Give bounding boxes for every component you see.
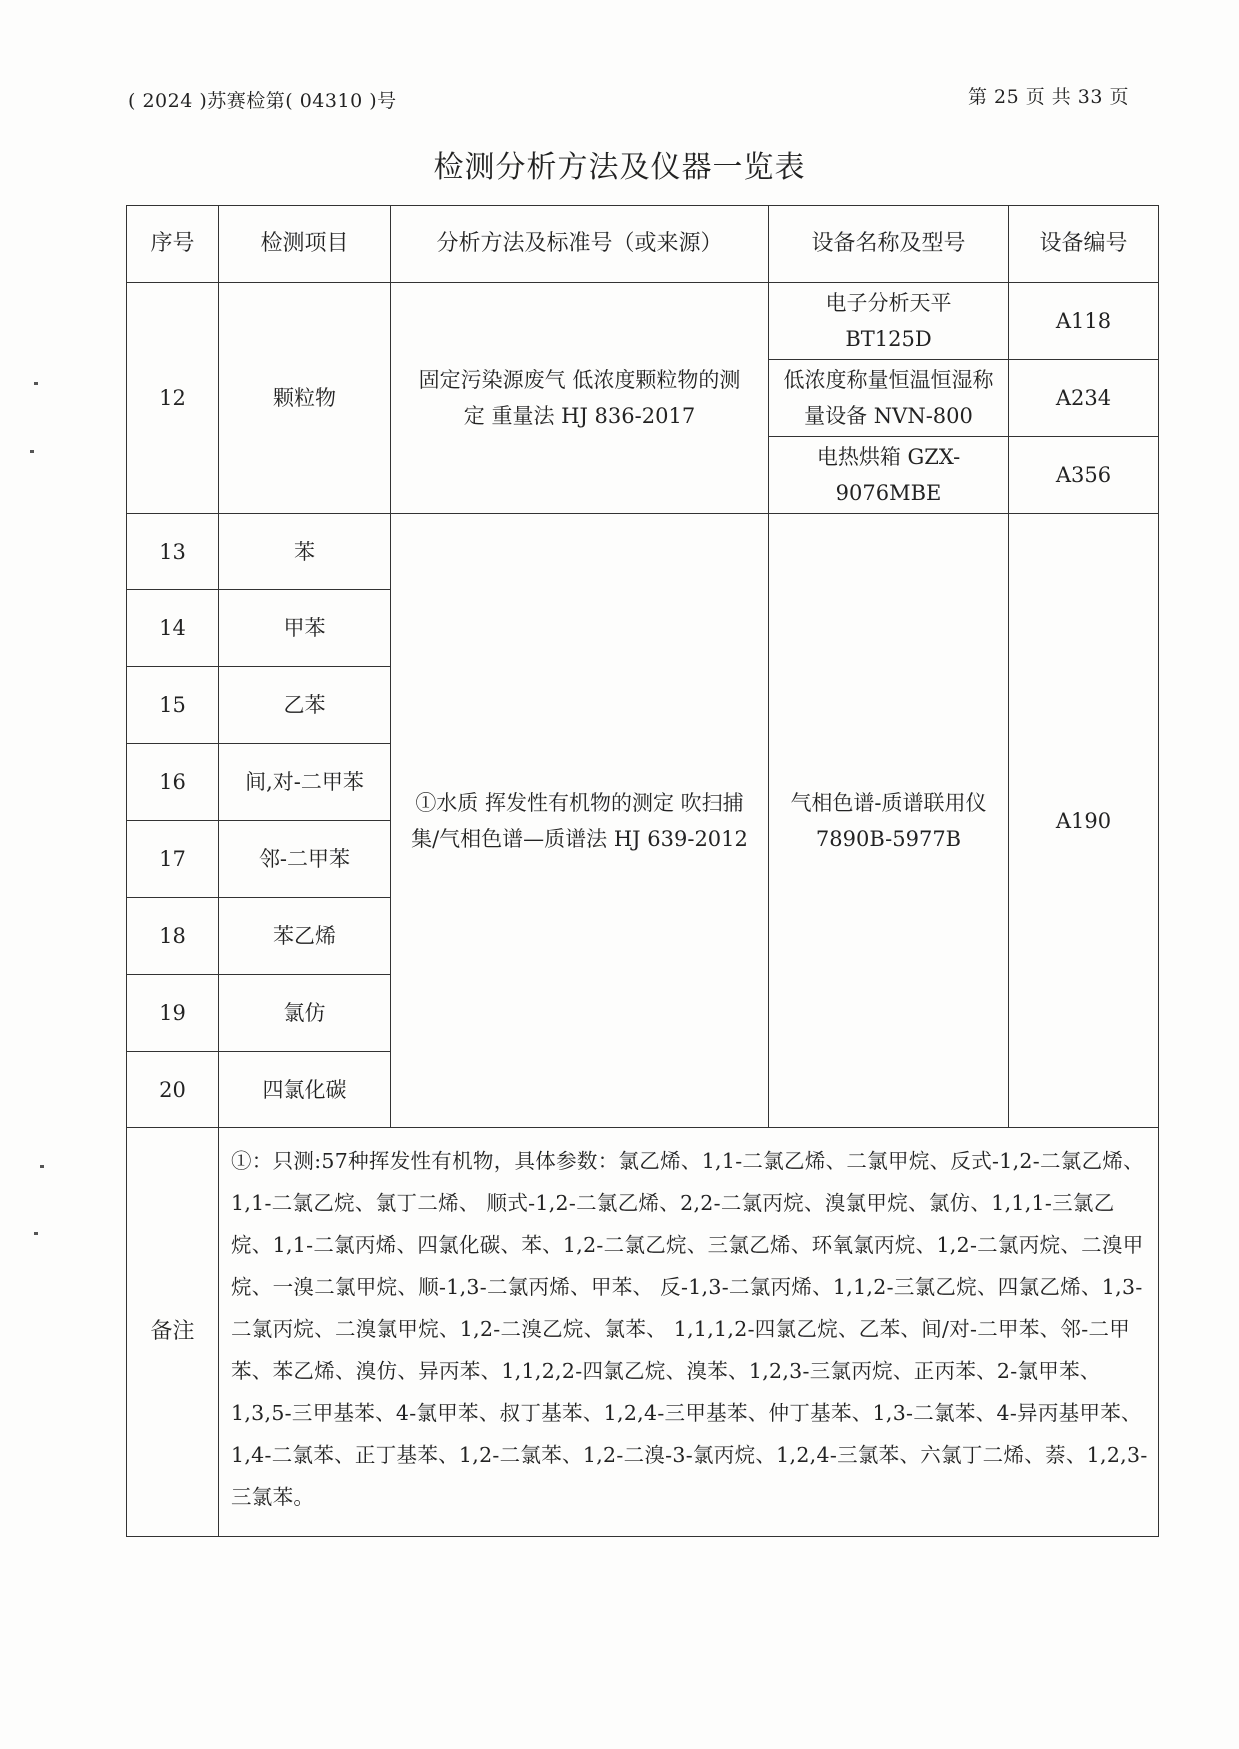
row-item: 甲苯 xyxy=(219,590,391,667)
row-no: 20 xyxy=(127,1052,219,1128)
row-no: 16 xyxy=(127,744,219,821)
equipment-name: 气相色谱-质谱联用仪 7890B-5977B xyxy=(769,514,1009,1128)
row-no: 13 xyxy=(127,514,219,590)
equipment-id: A234 xyxy=(1009,360,1159,437)
row-item: 邻-二甲苯 xyxy=(219,821,391,898)
report-number: ( 2024 )苏赛检第( 04310 )号 xyxy=(128,90,397,112)
col-header-no: 序号 xyxy=(127,206,219,283)
col-header-equipment: 设备名称及型号 xyxy=(769,206,1009,283)
row-item: 颗粒物 xyxy=(219,283,391,514)
col-header-item: 检测项目 xyxy=(219,206,391,283)
methods-table xyxy=(126,205,1159,1537)
row-item: 苯乙烯 xyxy=(219,898,391,975)
table-header-row xyxy=(127,206,1159,283)
row-no: 12 xyxy=(127,283,219,514)
equipment-id: A190 xyxy=(1009,514,1159,1128)
scan-speck xyxy=(40,1165,44,1168)
table-row xyxy=(127,283,1159,360)
row-no: 19 xyxy=(127,975,219,1052)
equipment-id: A118 xyxy=(1009,283,1159,360)
row-item: 苯 xyxy=(219,514,391,590)
equipment-name: 低浓度称量恒温恒湿称量设备 NVN-800 xyxy=(769,360,1009,437)
row-item: 四氯化碳 xyxy=(219,1052,391,1128)
row-no: 17 xyxy=(127,821,219,898)
row-method: 固定污染源废气 低浓度颗粒物的测定 重量法 HJ 836-2017 xyxy=(391,283,769,514)
row-no: 15 xyxy=(127,667,219,744)
scan-speck xyxy=(34,382,38,385)
row-item: 氯仿 xyxy=(219,975,391,1052)
remark-text: ①：只测:57种挥发性有机物，具体参数：氯乙烯、1,1-二氯乙烯、二氯甲烷、反式-1,2-二氯乙烯、1,1-二氯乙烷、氯丁二烯、 顺式-1,2-二氯乙烯、2,2-二氯丙烷、溴氯甲烷、氯仿、1,1,1-三氯乙烷、1,1-二氯丙烯、四氯化碳、苯、1,2-二氯乙烷、三氯乙烯、环氧氯丙烷、1,2-二氯丙烷、二溴甲烷、一溴二氯甲烷、顺-1,3-二氯丙烯、甲苯、 反-1,3-二氯丙烯、1,1,2-三氯乙烷、四氯乙烯、1,3-二氯丙烷、二溴氯甲烷、1,2-二溴乙烷、氯苯、 1,1,1,2-四氯乙烷、乙苯、间/对-二甲苯、邻-二甲苯、苯乙烯、溴仿、异丙苯、1,1,2,2-四氯乙烷、溴苯、1,2,3-三氯丙烷、正丙苯、2-氯甲苯、1,3,5-三甲基苯、4-氯甲苯、叔丁基苯、1,2,4-三甲基苯、仲丁基苯、1,3-二氯苯、4-异丙基甲苯、1,4-二氯苯、正丁基苯、1,2-二氯苯、1,2-二溴-3-氯丙烷、1,2,4-三氯苯、六氯丁二烯、萘、1,2,3-三氯苯。 xyxy=(219,1128,1159,1537)
equipment-id: A356 xyxy=(1009,437,1159,514)
page-title: 检测分析方法及仪器一览表 xyxy=(433,150,806,185)
row-no: 18 xyxy=(127,898,219,975)
col-header-method: 分析方法及标准号（或来源） xyxy=(391,206,769,283)
equipment-name: 电热烘箱 GZX-9076MBE xyxy=(769,437,1009,514)
page-indicator: 第 25 页 共 33 页 xyxy=(967,86,1129,108)
col-header-equipment-id: 设备编号 xyxy=(1009,206,1159,283)
row-no: 14 xyxy=(127,590,219,667)
remark-label: 备注 xyxy=(127,1128,219,1537)
table-row xyxy=(127,514,1159,590)
scan-speck xyxy=(30,450,34,453)
scan-speck xyxy=(34,1232,38,1235)
row-item: 间,对-二甲苯 xyxy=(219,744,391,821)
equipment-name: 电子分析天平 BT125D xyxy=(769,283,1009,360)
row-method: ①水质 挥发性有机物的测定 吹扫捕集/气相色谱—质谱法 HJ 639-2012 xyxy=(391,514,769,1128)
remark-row xyxy=(127,1128,1159,1537)
row-item: 乙苯 xyxy=(219,667,391,744)
